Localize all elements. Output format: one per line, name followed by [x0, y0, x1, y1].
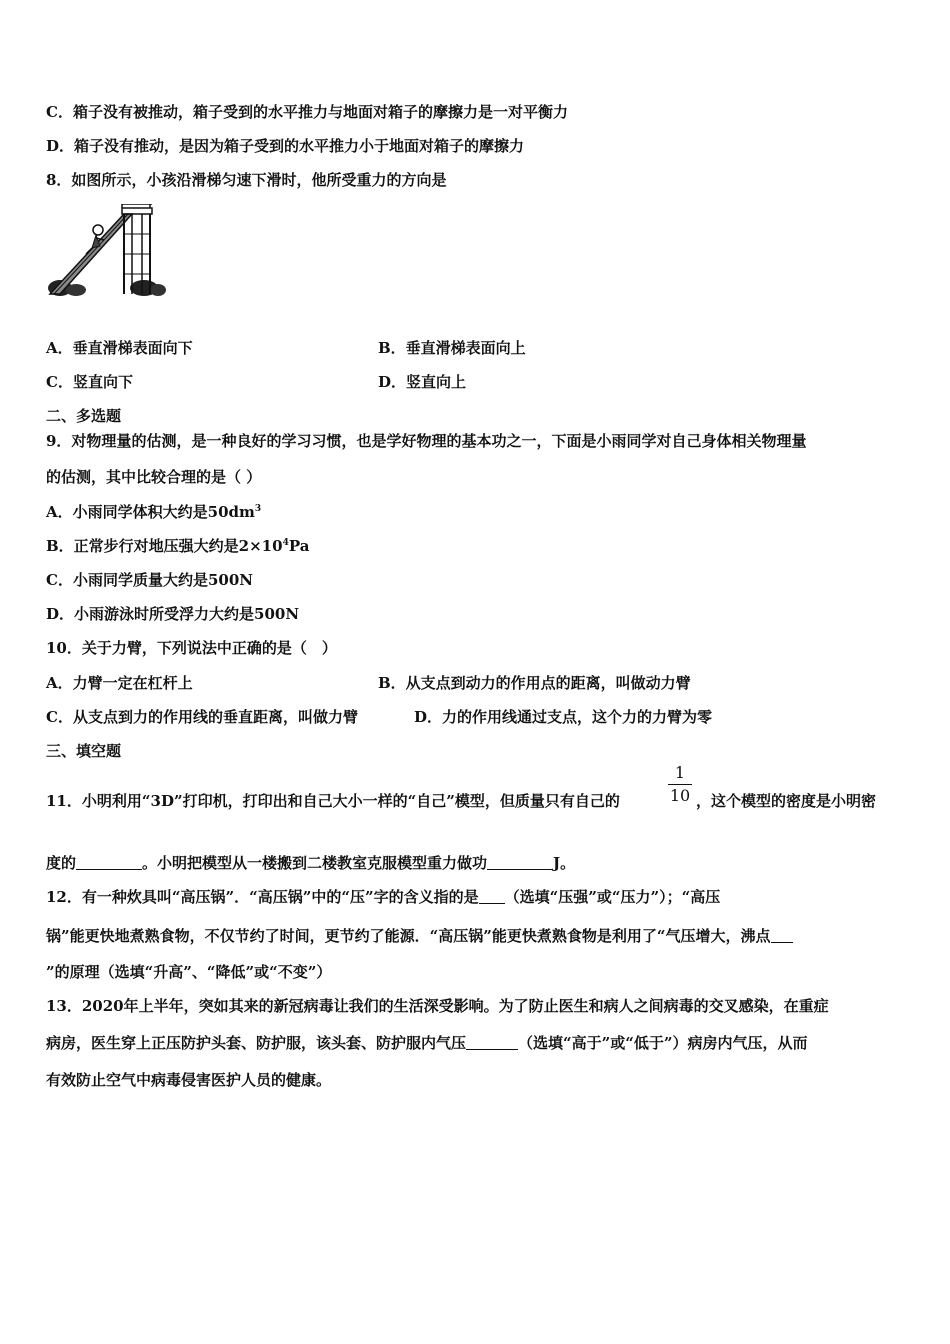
child-on-slide-figure [46, 204, 166, 298]
q9-stem-line1: 9．对物理量的估测，是一种良好的学习习惯，也是学好物理的基本功之一，下面是小雨同学对自己身体相关物理量 [46, 432, 807, 450]
q11-fraction-numerator: 1 [674, 763, 686, 782]
q13-line2-b: （选填“高于”或“低于”）病房内气压，从而 [518, 1034, 808, 1052]
q12-line2-text: 锅”能更快地煮熟食物，不仅节约了时间，更节约了能源．“高压锅”能更快煮熟食物是利用了“气压增大，沸点 [46, 927, 771, 945]
q9-option-b-text: B．正常步行对地压强大约是2×10 [46, 537, 283, 555]
q13-line3: 有效防止空气中病毒侵害医护人员的健康。 [46, 1071, 332, 1089]
q13-blank-1[interactable] [466, 1035, 518, 1050]
q11-fraction-bar [668, 784, 692, 785]
q12-blank-2[interactable] [771, 928, 793, 943]
q11-line2-c: J。 [553, 854, 576, 872]
q9-option-a-text: A．小雨同学体积大约是50dm [46, 503, 255, 521]
q9-option-b-exponent: 4 [282, 538, 289, 548]
q10-stem: 10．关于力臂，下列说法中正确的是（ ） [46, 639, 337, 657]
q9-option-a [46, 502, 261, 522]
q13-line2-a: 病房，医生穿上正压防护头套、防护服，该头套、防护服内气压 [46, 1034, 467, 1052]
q11-line2 [46, 853, 575, 873]
q11-line2-b: 。小明把模型从一楼搬到二楼教室克服模型重力做功 [142, 854, 488, 872]
q8-option-a: A．垂直滑梯表面向下 [46, 339, 193, 357]
q10-option-b: B．从支点到动力的作用点的距离，叫做动力臂 [378, 674, 691, 692]
q12-line1 [46, 887, 720, 907]
q13-line1: 13．2020年上半年，突如其来的新冠病毒让我们的生活深受影响。为了防止医生和病人之间病毒的交叉感染，在重症 [46, 997, 829, 1015]
q8-option-b: B．垂直滑梯表面向上 [378, 339, 526, 357]
q12-blank-1[interactable] [479, 889, 505, 904]
q12-line1-b: （选填“压强”或“压力”）；“高压 [504, 888, 721, 906]
slide-drawing [46, 204, 166, 298]
q11-line2-a: 度的 [46, 854, 77, 872]
q7-option-d: D．箱子没有推动，是因为箱子受到的水平推力小于地面对箱子的摩擦力 [46, 137, 525, 155]
q12-line3: ”的原理（选填“升高”、“降低”或“不变”） [46, 963, 332, 981]
q9-option-d: D．小雨游泳时所受浮力大约是500N [46, 605, 300, 623]
q13-line2 [46, 1033, 808, 1053]
q11-line1-part2: ，这个模型的密度是小明密 [696, 792, 877, 810]
q8-option-d: D．竖直向上 [378, 373, 467, 391]
q12-line1-a: 12．有一种炊具叫“高压锅”．“高压锅”中的“压”字的含义指的是 [46, 888, 479, 906]
q9-option-c: C．小雨同学质量大约是500N [46, 571, 253, 589]
section-title-fill-blank: 三、填空题 [46, 742, 122, 760]
q9-option-b-unit: Pa [288, 537, 310, 555]
q10-option-c: C．从支点到力的作用线的垂直距离，叫做力臂 [46, 708, 358, 726]
q11-line1-part1: 11．小明利用“3D”打印机，打印出和自己大小一样的“自己”模型，但质量只有自己的 [46, 792, 620, 810]
q10-option-a: A．力臂一定在杠杆上 [46, 674, 193, 692]
q8-stem: 8．如图所示，小孩沿滑梯匀速下滑时，他所受重力的方向是 [46, 171, 447, 189]
q9-stem-line2: 的估测，其中比较合理的是（ ） [46, 468, 262, 486]
q11-blank-2[interactable] [487, 855, 553, 870]
q10-option-d: D．力的作用线通过支点，这个力的力臂为零 [414, 708, 713, 726]
q11-fraction-denominator: 10 [669, 786, 691, 805]
q9-option-a-exponent: 3 [254, 504, 262, 514]
section-title-multiple-choice: 二、多选题 [46, 407, 122, 425]
q11-blank-1[interactable] [76, 855, 142, 870]
q12-line2 [46, 926, 793, 946]
q8-option-c: C．竖直向下 [46, 373, 133, 391]
q9-option-b [46, 536, 309, 556]
q7-option-c: C．箱子没有被推动，箱子受到的水平推力与地面对箱子的摩擦力是一对平衡力 [46, 103, 568, 121]
q11-fraction [668, 764, 692, 805]
